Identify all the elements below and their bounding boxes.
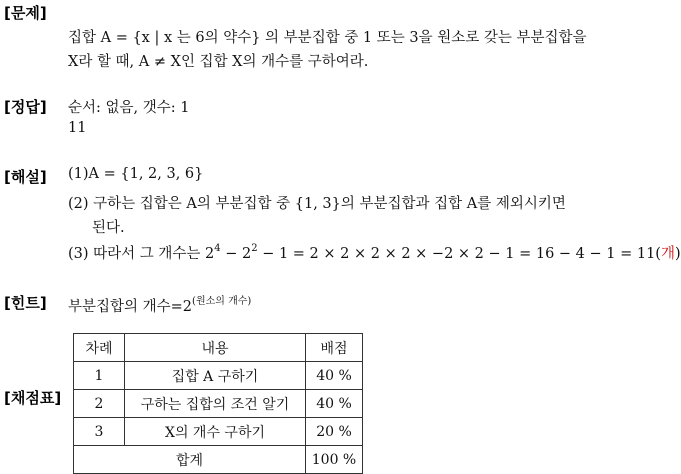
total-label: 합계	[74, 446, 306, 474]
row-order: 3	[74, 418, 125, 446]
row-content: 구하는 집합의 조건 알기	[125, 390, 306, 418]
unit-highlight: 개	[660, 246, 675, 262]
hint-text	[68, 292, 251, 316]
total-value: 100 %	[306, 446, 363, 474]
exponent-2: 2	[251, 243, 258, 254]
row-order: 1	[74, 362, 125, 390]
solution-line-2: (2) 구하는 집합은 A의 부분집합 중 {1, 3}의 부분집합과 집합 A를 제외시키면	[68, 196, 566, 212]
answer-line-1: 순서: 없음, 갯수: 1	[68, 100, 190, 116]
problem-line-1: 집합 A = {x | x 는 6의 약수} 의 부분집합 중 1 또는 3을 원소로 갖는 부분집합을	[68, 30, 587, 46]
hint-label: [힌트]	[4, 294, 47, 312]
row-score: 40 %	[306, 390, 363, 418]
table-row	[74, 362, 363, 390]
header-order: 차례	[74, 334, 125, 362]
rubric-label: [채점표]	[4, 389, 62, 407]
answer-label: [정답]	[4, 98, 47, 116]
table-total-row	[74, 446, 363, 474]
solution-line-1: (1)A = {1, 2, 3, 6}	[68, 166, 204, 182]
table-row	[74, 418, 363, 446]
header-content: 내용	[125, 334, 306, 362]
hint-main: 부분집합의 개수=2	[68, 299, 193, 315]
table-header-row	[74, 334, 363, 362]
row-content: 집합 A 구하기	[125, 362, 306, 390]
solution-line-4-b: − 2	[220, 246, 252, 262]
row-order: 2	[74, 390, 125, 418]
table-row	[74, 390, 363, 418]
problem-line-2: X라 할 때, A ≠ X인 집합 X의 개수를 구하여라.	[68, 54, 369, 70]
row-content: X의 개수 구하기	[125, 418, 306, 446]
solution-line-4-c: − 1 = 2 × 2 × 2 × 2 × −2 × 2 − 1 = 16 − 4 − 1 = 11(	[257, 246, 661, 262]
solution-line-4-a: (3) 따라서 그 개수는 2	[68, 246, 215, 262]
rubric-table	[73, 333, 363, 474]
row-score: 20 %	[306, 418, 363, 446]
row-score: 40 %	[306, 362, 363, 390]
solution-line-4-end: )	[674, 246, 681, 262]
exponent-1: 4	[214, 243, 221, 254]
answer-line-2: 11	[68, 120, 87, 136]
solution-label: [해설]	[4, 168, 47, 186]
header-score: 배점	[306, 334, 363, 362]
solution-line-4	[68, 242, 681, 263]
problem-label: [문제]	[4, 4, 47, 22]
hint-exponent: (원소의 개수)	[192, 296, 252, 307]
solution-line-3: 된다.	[92, 220, 125, 236]
